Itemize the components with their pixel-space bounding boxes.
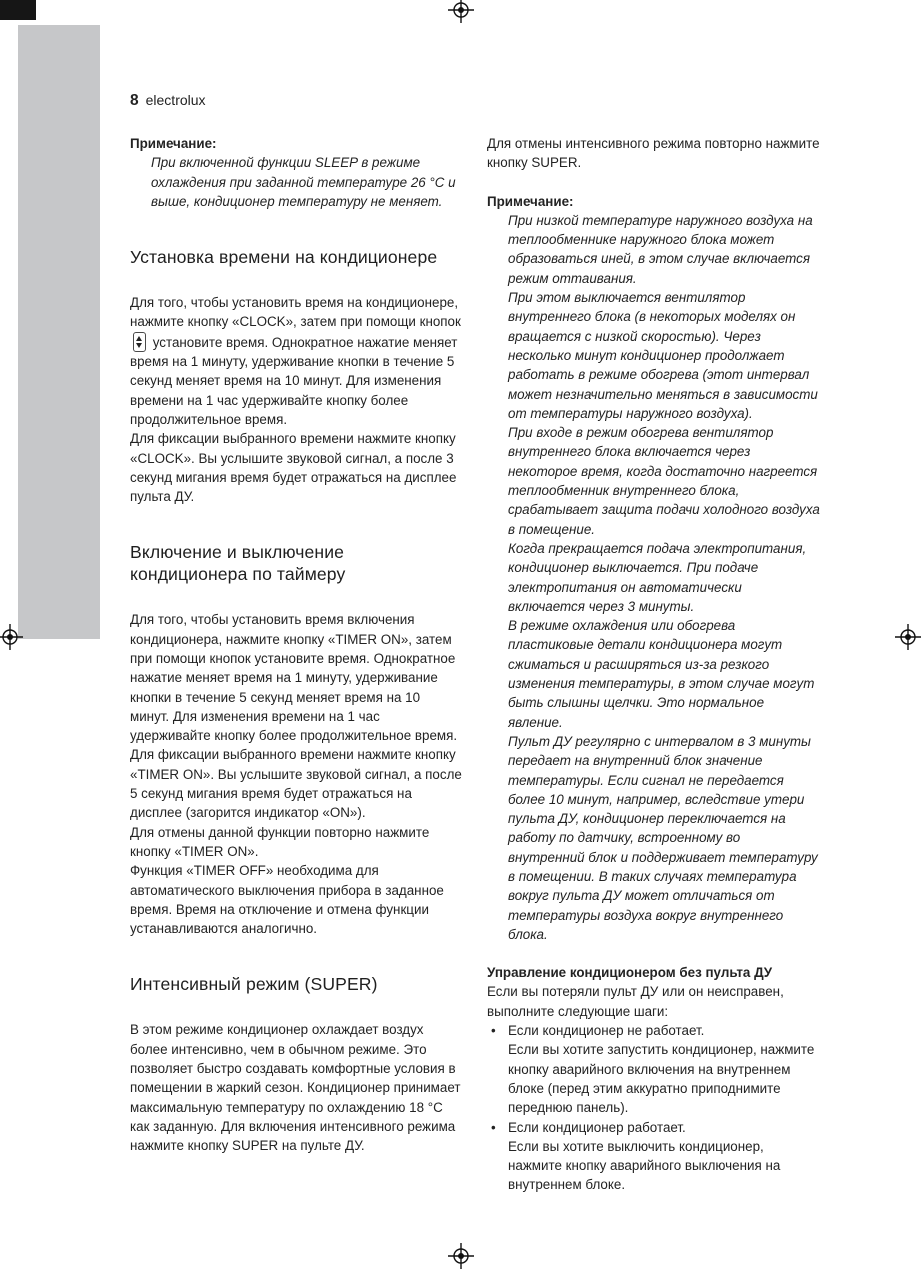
note-paragraph: При низкой температуре наружного воздуха на теплообменнике наружного блока может образоваться иней, в этом случае включается режим оттаивания. bbox=[508, 212, 813, 286]
corner-black-bar bbox=[0, 0, 36, 20]
note-paragraph: Когда прекращается подача электропитания, кондиционер выключается. При подаче электропитания он автоматически включается через 3 минуты. bbox=[508, 540, 807, 614]
note-block bbox=[130, 134, 462, 211]
paragraph-text: Для того, чтобы установить время на кондиционере, нажмите кнопку «CLOCK», затем при помощи кнопок bbox=[130, 295, 461, 330]
paragraph: Для того, чтобы установить время включения кондиционера, нажмите кнопку «TIMER ON», затем при помощи кнопок установите время. Однократное нажатие меняет время на 1 минуту, удерживание кнопки в течение 5 секунд меняет время на 10 минут. Для изменения времени на 1 час удерживайте кнопку более продолжительное время. bbox=[130, 612, 458, 744]
section-heading-super: Интенсивный режим (SUPER) bbox=[130, 974, 378, 995]
section-tab-bar bbox=[18, 25, 100, 639]
page-header bbox=[130, 92, 822, 110]
list-item bbox=[487, 1118, 820, 1195]
registration-mark-icon bbox=[0, 624, 23, 650]
subsection-heading-manual-control: Управление кондиционером без пульта ДУ bbox=[487, 965, 773, 981]
note-paragraph: При этом выключается вентилятор внутреннего блока (в некоторых моделях он вращается с низкой скоростью). Через несколько минут кондиционер продолжает работать в режиме обогрева (этот интервал может незначительно меняться в зависимости от температуры наружного воздуха). bbox=[508, 290, 818, 421]
up-down-buttons-icon bbox=[133, 332, 146, 352]
registration-mark-icon bbox=[448, 1243, 474, 1269]
paragraph bbox=[130, 293, 462, 429]
triangle-down-icon bbox=[136, 343, 142, 348]
note-title: Примечание: bbox=[130, 136, 217, 151]
note-block bbox=[487, 192, 820, 945]
list-item-body: Если вы хотите выключить кондиционер, нажмите кнопку аварийного выключения на внутреннем блоке. bbox=[508, 1138, 781, 1193]
paragraph: Для фиксации выбранного времени нажмите кнопку «TIMER ON». Вы услышите звуковой сигнал, а после 5 секунд мигания время будет отражаться на дисплее (загорится индикатор «ON»). bbox=[130, 747, 462, 821]
list-item-body: Если вы хотите запустить кондиционер, нажмите кнопку аварийного включения на внутреннем блоке (перед этим аккуратно приподнимите переднюю панель). bbox=[508, 1042, 815, 1116]
note-paragraph: Пульт ДУ регулярно с интервалом в 3 минуты передает на внутренний блок значение температуры. Если сигнал не передается более 10 минут, например, вследствие утери пульта ДУ, кондиционер переключается на работу по датчику, встроенному во внутренний блок и поддерживает температуру в помещении. В таких случаях температура вокруг пульта ДУ может отличаться от температуры воздуха вокруг внутреннего блока. bbox=[508, 733, 818, 942]
paragraph: Для отмены данной функции повторно нажмите кнопку «TIMER ON». bbox=[130, 824, 430, 859]
note-paragraph: При включенной функции SLEEP в режиме охлаждения при заданной температуре 26 °C и выше, кондиционер температуру не меняет. bbox=[151, 155, 456, 209]
section-heading-clock: Установка времени на кондиционере bbox=[130, 247, 438, 268]
note-paragraph: В режиме охлаждения или обогрева пластиковые детали кондиционера могут сжиматься и расширяться из-за резкого изменения температуры, в этом случае могут быть слышны щелчки. Это нормальное явление. bbox=[508, 618, 815, 730]
note-title: Примечание: bbox=[487, 193, 574, 209]
paragraph: Функция «TIMER OFF» необходима для автоматического выключения прибора в заданное время. Время на отключение и отмена функции устанавливаются аналогично. bbox=[130, 863, 444, 937]
list-item bbox=[487, 1021, 820, 1117]
page-content bbox=[130, 92, 822, 1195]
paragraph: Для фиксации выбранного времени нажмите кнопку «CLOCK». Вы услышите звуковой сигнал, а после 3 секунд мигания время будет отражаться на дисплее пульта ДУ. bbox=[130, 431, 457, 505]
left-column bbox=[130, 134, 462, 1195]
paragraph-text: установите время. Однократное нажатие меняет время на 1 минуту, удерживание кнопки в течение 5 секунд меняет время на 10 минут. Для изменения времени на 1 час удерживайте кнопку более продолжительное время. bbox=[130, 334, 458, 427]
paragraph: Если вы потеряли пульт ДУ или он неисправен, выполните следующие шаги: bbox=[487, 984, 784, 1019]
triangle-up-icon bbox=[136, 336, 142, 341]
note-body bbox=[130, 153, 462, 211]
note-paragraph: При входе в режим обогрева вентилятор внутреннего блока включается через некоторое время, когда достаточно нагреется теплообменник внутреннего блока, срабатывает защита подачи холодного воздуха в помещение. bbox=[508, 425, 820, 537]
right-column bbox=[487, 134, 820, 1195]
registration-mark-icon bbox=[448, 0, 474, 23]
note-body bbox=[487, 211, 820, 944]
paragraph: В этом режиме кондиционер охлаждает воздух более интенсивно, чем в обычном режиме. Это позволяет быстро создавать комфортные условия в помещении в жаркий сезон. Кондиционер принимает максимальную температуру по охлаждению 18 °C как заданную. Для включения интенсивного режима нажмите кнопку SUPER на пульте ДУ. bbox=[130, 1022, 461, 1154]
two-column-layout bbox=[130, 134, 822, 1195]
page-number: 8 bbox=[130, 92, 139, 109]
manual-steps-list bbox=[487, 1021, 820, 1195]
list-item-title: • Если кондиционер работает. bbox=[508, 1119, 686, 1135]
list-item-title: • Если кондиционер не работает. bbox=[508, 1023, 705, 1039]
paragraph: Для отмены интенсивного режима повторно нажмите кнопку SUPER. bbox=[487, 136, 820, 171]
registration-mark-icon bbox=[895, 624, 921, 650]
section-heading-timer: Включение и выключение кондиционера по таймеру bbox=[130, 542, 346, 585]
brand-logo-text: electrolux bbox=[145, 92, 206, 108]
